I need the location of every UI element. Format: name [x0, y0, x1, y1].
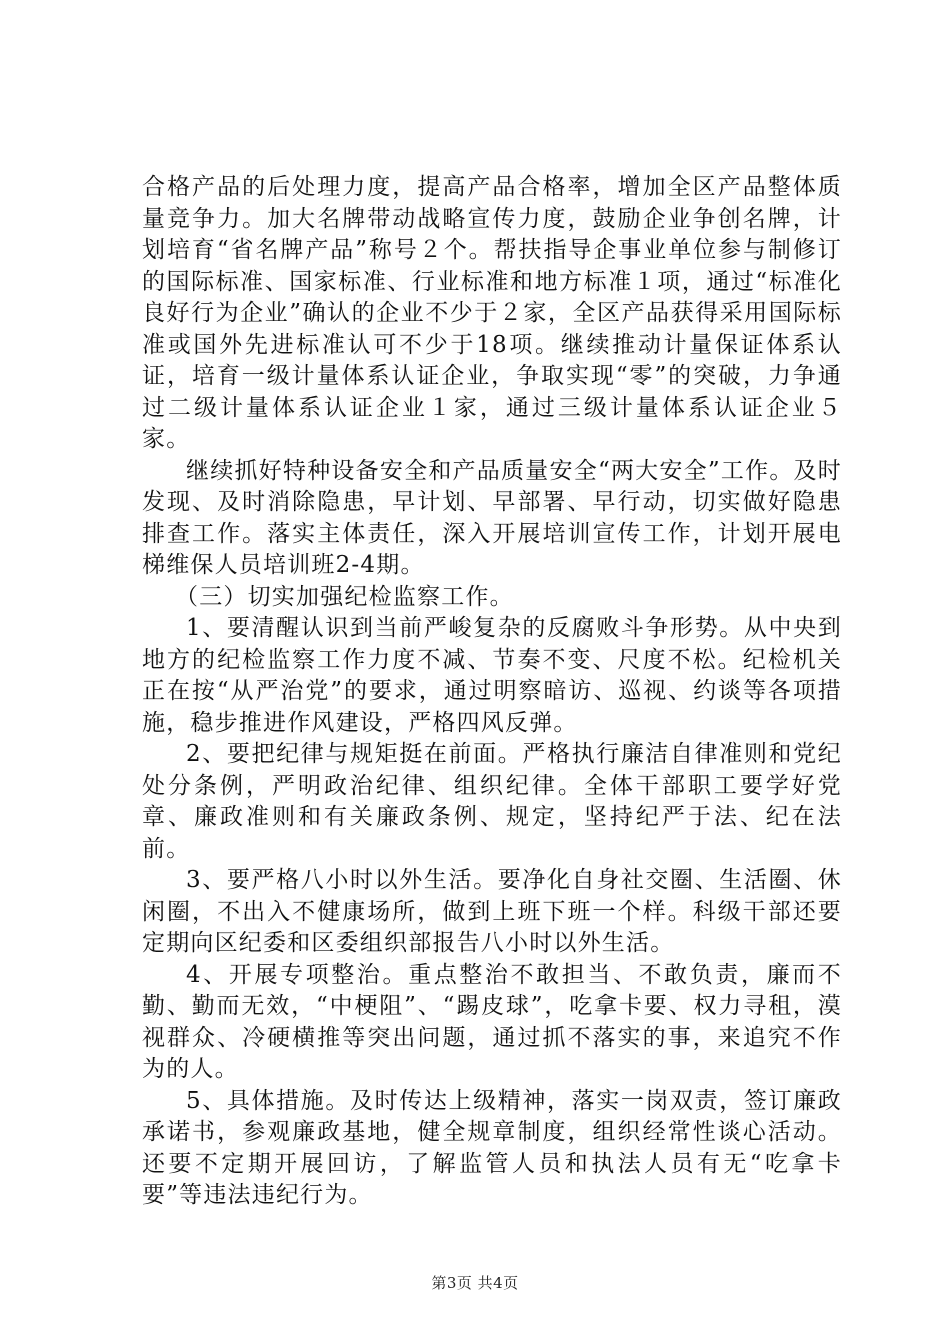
- paragraph-item-5: 5、具体措施。及时传达上级精神，落实一岗双责，签订廉政承诺书，参观廉政基地，健全规章制度，组织经常性谈心活动。还要不定期开展回访，了解监管人员和执法人员有无“吃拿卡要”等违法违纪行为。: [142, 1087, 842, 1208]
- paragraph-item-1: 1、要清醒认识到当前严峻复杂的反腐败斗争形势。从中央到地方的纪检监察工作力度不减、节奏不变、尺度不松。纪检机关正在按“从严治党”的要求，通过明察暗访、巡视、约谈等各项措施，稳步推进作风建设，严格四风反弹。: [142, 615, 842, 736]
- page-footer: [0, 1272, 950, 1293]
- paragraph-item-3: 3、要严格八小时以外生活。要净化自身社交圈、生活圈、休闲圈，不出入不健康场所，做到上班下班一个样。科级干部还要定期向区纪委和区委组织部报告八小时以外生活。: [142, 867, 842, 956]
- paragraph-safety-work: 继续抓好特种设备安全和产品质量安全“两大安全”工作。及时发现、及时消除隐患，早计划、早部署、早行动，切实做好隐患排查工作。落实主体责任，深入开展培训宣传工作，计划开展电梯维保人员培训班2-4期。: [142, 457, 842, 578]
- paragraph-item-4: 4、开展专项整治。重点整治不敢担当、不敢负责，廉而不勤、勤而无效，“中梗阻”、“踢皮球”，吃拿卡要、权力寻租，漠视群众、冷硬横推等突出问题，通过抓不落实的事，来追究不作为的人。: [142, 961, 842, 1082]
- document-body: [142, 172, 842, 1212]
- paragraph-item-2: 2、要把纪律与规矩挺在前面。严格执行廉洁自律准则和党纪处分条例，严明政治纪律、组织纪律。全体干部职工要学好党章、廉政准则和有关廉政条例、规定，坚持纪严于法、纪在法前。: [142, 741, 842, 862]
- page-number-label: 第3页 共4页: [431, 1274, 519, 1292]
- paragraph-quality-continuation: 合格产品的后处理力度，提高产品合格率，增加全区产品整体质量竞争力。加大名牌带动战略宣传力度，鼓励企业争创名牌，计划培育“省名牌产品”称号２个。帮扶指导企事业单位参与制修订的国际标准、国家标准、行业标准和地方标准１项，通过“标准化良好行为企业”确认的企业不少于２家，全区产品获得采用国际标准或国外先进标准认可不少于18项。继续推动计量保证体系认证，培育一级计量体系认证企业，争取实现“零”的突破，力争通过二级计量体系认证企业１家，通过三级计量体系认证企业５家。: [142, 174, 842, 452]
- section-heading-discipline: （三）切实加强纪检监察工作。: [175, 583, 514, 610]
